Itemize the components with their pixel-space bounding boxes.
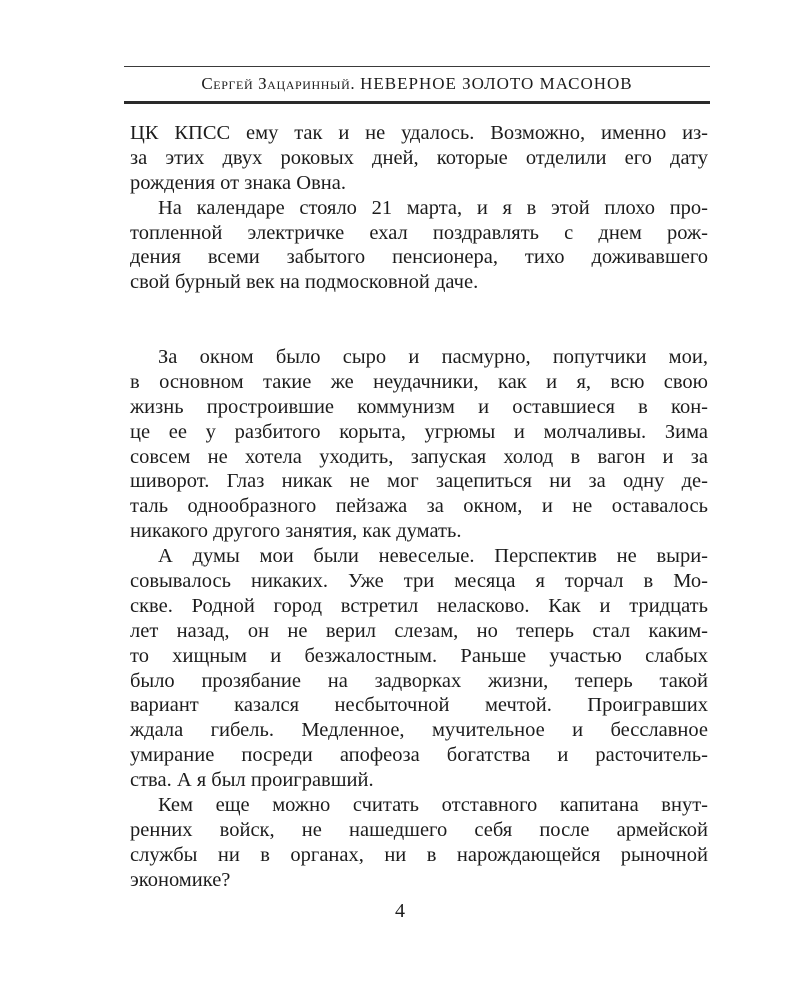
text-line: На календаре стояло 21 марта, и я в этой плохо про- <box>158 196 708 219</box>
paragraph <box>130 544 708 793</box>
text-line: дения всеми забытого пенсионера, тихо доживавшего <box>130 246 708 269</box>
text-line: то хищным и безжалостным. Раньше участью слабых <box>130 644 708 667</box>
text-line: в основном такие же неудачники, как и я, всю свою <box>130 370 708 393</box>
text-line: совывалось никаких. Уже три месяца я торчал в Мо- <box>130 570 708 593</box>
header-book-title: НЕВЕРНОЕ ЗОЛОТО МАСОНОВ <box>360 74 633 93</box>
text-line: экономике? <box>130 868 231 891</box>
text-line: было прозябание на задворках жизни, теперь такой <box>130 669 708 692</box>
text-block-bottom <box>130 345 708 893</box>
paragraph <box>130 196 708 296</box>
text-line: ренних войск, не нашедшего себя после армейской <box>130 818 708 841</box>
running-header <box>124 66 710 104</box>
header-text <box>124 74 710 94</box>
text-line: совсем не хотела уходить, запуская холод в вагон и за <box>130 445 708 468</box>
header-author: Сергей Зацаринный. <box>201 74 356 93</box>
paragraph <box>130 793 708 893</box>
text-line: умирание посреди апофеоза богатства и расточитель- <box>130 744 708 767</box>
text-line: рождения от знака Овна. <box>130 171 346 194</box>
text-line: А думы мои были невеселые. Перспектив не выри- <box>158 545 708 568</box>
text-line: Кем еще можно считать отставного капитана внут- <box>158 794 708 817</box>
text-line: вариант казался несбыточной мечтой. Проигравших <box>130 694 708 717</box>
text-line: скве. Родной город встретил неласково. Как и тридцать <box>130 594 708 617</box>
text-line: ЦК КПСС ему так и не удалось. Возможно, именно из- <box>130 122 708 144</box>
text-line: ждала гибель. Медленное, мучительное и бесславное <box>130 719 708 742</box>
text-line: За окном было сыро и пасмурно, попутчики мои, <box>158 346 708 368</box>
header-bottom-rule <box>124 101 710 104</box>
text-line: свой бурный век на подмосковной даче. <box>130 271 479 294</box>
header-top-rule <box>124 66 710 67</box>
text-line: лет назад, он не верил слезам, но теперь стал каким- <box>130 619 708 642</box>
text-line: службы ни в органах, ни в нарождающейся рыночной <box>130 843 708 866</box>
paragraph <box>130 345 708 544</box>
text-line: таль однообразного пейзажа за окном, и не оставалось <box>130 495 708 518</box>
text-line: шиворот. Глаз никак не мог зацепиться ни за одну де- <box>130 470 708 493</box>
text-line: за этих двух роковых дней, которые отделили его дату <box>130 146 708 169</box>
text-line: це ее у разбитого корыта, угрюмы и молчаливы. Зима <box>130 420 708 443</box>
page-number: 4 <box>395 900 405 922</box>
text-line: никакого другого занятия, как думать. <box>130 520 462 543</box>
text-line: жизнь простроившие коммунизм и оставшиеся в кон- <box>130 395 708 418</box>
text-line: топленной электричке ехал поздравлять с днем рож- <box>130 221 708 244</box>
paragraph-continued <box>130 121 708 196</box>
text-block-top <box>130 121 708 295</box>
text-line: ства. А я был проигравший. <box>130 769 374 792</box>
